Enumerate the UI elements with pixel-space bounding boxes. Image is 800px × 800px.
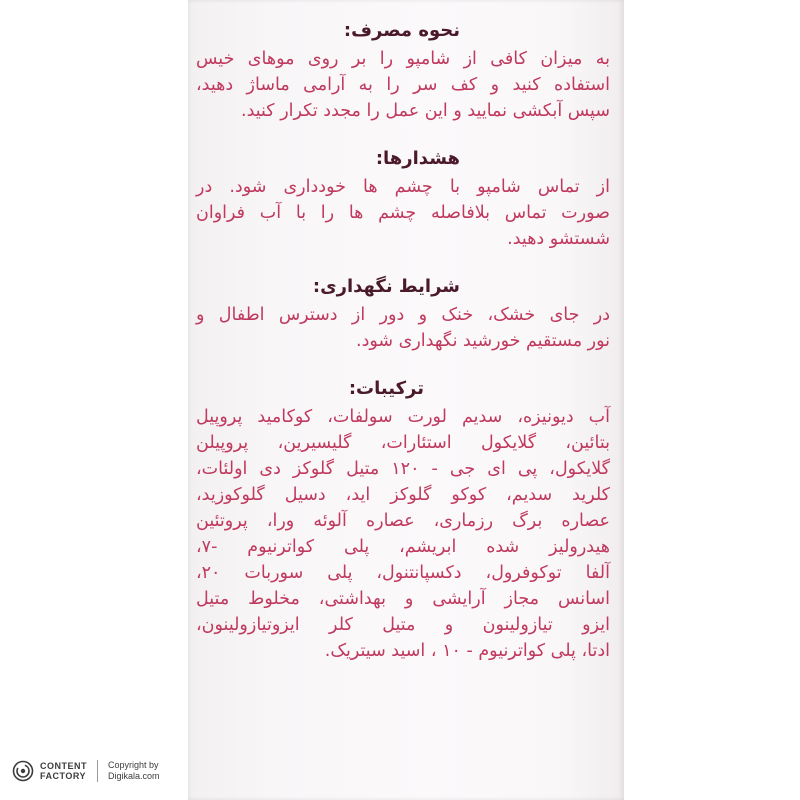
ingredients-line: بتائین، گلایکول استئارات، گلیسیرین، پروپیلن bbox=[196, 433, 610, 453]
ingredients-line: آلفا توکوفرول، دکسپانتنول، پلی سوربات ۲۰، bbox=[196, 563, 610, 583]
label-text-panel bbox=[196, 18, 610, 686]
copyright-label: Copyright by bbox=[108, 760, 159, 770]
watermark-divider bbox=[97, 760, 98, 782]
ingredients-line: گلایکول، پی ای جی - ۱۲۰ متیل گلوکز دی اولئات، bbox=[196, 459, 611, 479]
usage-section bbox=[196, 18, 610, 124]
usage-line: سپس آبکشی نمایید و این عمل را مجدد تکرار کنید. bbox=[241, 101, 610, 121]
storage-line: نور مستقیم خورشید نگهداری شود. bbox=[356, 331, 610, 351]
warnings-heading: هشدارها: bbox=[375, 148, 460, 169]
watermark-brand-line: CONTENT bbox=[40, 761, 87, 771]
usage-line: استفاده کنید و کف سر را به آرامی ماساژ دهید، bbox=[196, 75, 610, 95]
ingredients-line: ایزو تیازولینون و متیل کلر ایزوتیازولینون، bbox=[196, 615, 610, 635]
ingredients-line: ادتا، پلی کواترنیوم - ۱۰ ، اسید سیتریک. bbox=[324, 641, 610, 661]
usage-heading: نحوه مصرف: bbox=[343, 20, 460, 41]
watermark-logo bbox=[12, 760, 160, 782]
warnings-line: از تماس شامپو با چشم ها خودداری شود. در bbox=[196, 177, 610, 197]
ingredients-line: اسانس مجاز آرایشی و بهداشتی، مخلوط متیل bbox=[196, 589, 610, 609]
usage-line: به میزان کافی از شامپو را بر روی موهای خیس bbox=[196, 49, 610, 69]
ingredients-section bbox=[196, 376, 610, 664]
ingredients-line: آب دیونیزه، سدیم لورت سولفات، کوکامید پروپیل bbox=[196, 407, 610, 427]
watermark-brand-line: FACTORY bbox=[40, 771, 87, 781]
ingredients-line: هیدرولیز شده ابریشم، پلی کواترنیوم -۷، bbox=[196, 537, 610, 557]
warnings-line: صورت تماس بلافاصله چشم ها را با آب فراوان bbox=[196, 203, 610, 223]
storage-line: در جای خشک، خنک و دور از دسترس اطفال و bbox=[196, 305, 610, 325]
warnings-line: شستشو دهید. bbox=[507, 229, 610, 249]
content-factory-icon bbox=[12, 760, 34, 782]
warnings-section bbox=[196, 146, 610, 252]
copyright-site: Digikala.com bbox=[108, 771, 160, 781]
ingredients-line: کلرید سدیم، کوکو گلوکز اید، دسیل گلوکوزید، bbox=[196, 485, 610, 505]
watermark-brand bbox=[40, 761, 87, 781]
storage-section bbox=[196, 274, 610, 354]
ingredients-heading: ترکیبات: bbox=[348, 378, 424, 399]
ingredients-line: عصاره برگ رزماری، عصاره آلوئه ورا، پروتئین bbox=[196, 511, 610, 531]
storage-heading: شرایط نگهداری: bbox=[312, 276, 460, 297]
watermark-copyright bbox=[108, 760, 160, 782]
